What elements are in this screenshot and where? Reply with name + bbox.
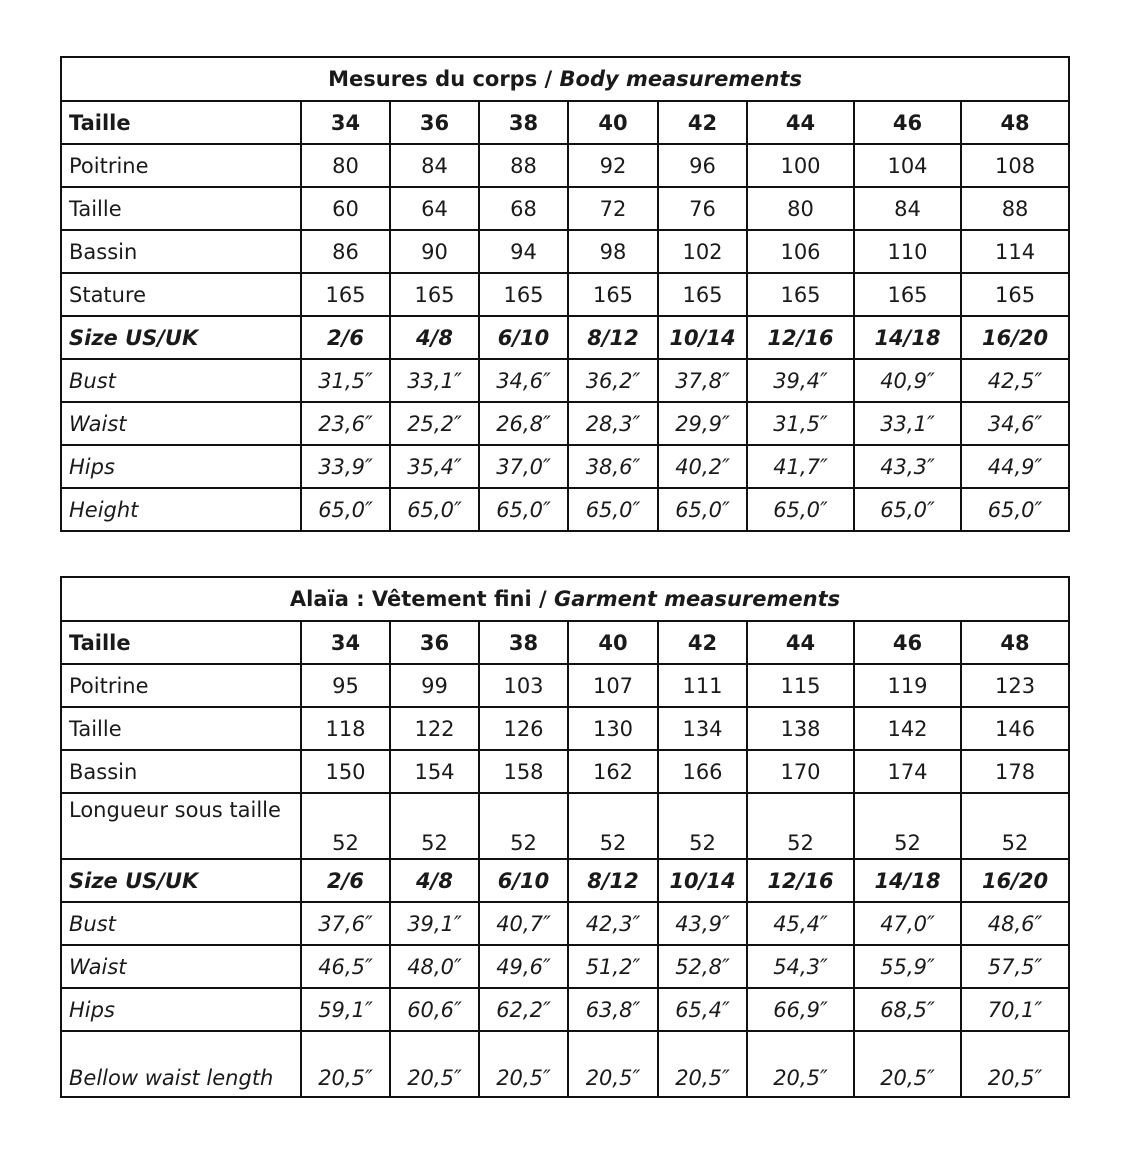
value-cell: 20,5″	[390, 1031, 479, 1097]
value-cell: 59,1″	[301, 988, 390, 1031]
us-size-row	[61, 859, 1069, 902]
value-cell: 25,2″	[390, 402, 479, 445]
row-label: Bassin	[61, 750, 301, 793]
value-cell: 63,8″	[568, 988, 658, 1031]
value-cell: 40,2″	[658, 445, 747, 488]
value-cell: 54,3″	[747, 945, 854, 988]
value-cell: 165	[747, 273, 854, 316]
table-row	[61, 707, 1069, 750]
value-cell: 107	[568, 664, 658, 707]
value-cell: 165	[568, 273, 658, 316]
value-cell: 65,0″	[390, 488, 479, 531]
value-cell: 95	[301, 664, 390, 707]
value-cell: 96	[658, 144, 747, 187]
value-cell: 51,2″	[568, 945, 658, 988]
size-header-row	[61, 621, 1069, 664]
value-cell: 20,5″	[568, 1031, 658, 1097]
value-cell: 70,1″	[961, 988, 1069, 1031]
size-cell: 12/16	[747, 316, 854, 359]
value-cell: 65,0″	[568, 488, 658, 531]
value-cell: 64	[390, 187, 479, 230]
size-cell: 40	[568, 621, 658, 664]
size-cell: 36	[390, 101, 479, 144]
row-label: Taille	[61, 187, 301, 230]
value-cell: 100	[747, 144, 854, 187]
value-cell: 31,5″	[747, 402, 854, 445]
value-cell: 88	[479, 144, 568, 187]
value-cell: 20,5″	[854, 1031, 961, 1097]
value-cell: 122	[390, 707, 479, 750]
value-cell: 42,3″	[568, 902, 658, 945]
table-row	[61, 664, 1069, 707]
size-cell: 6/10	[479, 859, 568, 902]
value-cell: 36,2″	[568, 359, 658, 402]
row-label: Size US/UK	[61, 316, 301, 359]
value-cell: 80	[301, 144, 390, 187]
size-cell: 34	[301, 621, 390, 664]
value-cell: 76	[658, 187, 747, 230]
value-cell: 80	[747, 187, 854, 230]
size-cell: 42	[658, 621, 747, 664]
value-cell: 20,5″	[747, 1031, 854, 1097]
value-cell: 42,5″	[961, 359, 1069, 402]
size-cell: 16/20	[961, 316, 1069, 359]
value-cell: 26,8″	[479, 402, 568, 445]
value-cell: 154	[390, 750, 479, 793]
value-cell: 52	[658, 793, 747, 859]
value-cell: 65,4″	[658, 988, 747, 1031]
size-cell: 10/14	[658, 316, 747, 359]
value-cell: 40,7″	[479, 902, 568, 945]
value-cell: 165	[961, 273, 1069, 316]
table-row	[61, 273, 1069, 316]
garment-measurements-table	[60, 576, 1070, 1098]
value-cell: 48,0″	[390, 945, 479, 988]
value-cell: 118	[301, 707, 390, 750]
value-cell: 52	[479, 793, 568, 859]
size-cell: 38	[479, 101, 568, 144]
value-cell: 34,6″	[479, 359, 568, 402]
size-cell: 36	[390, 621, 479, 664]
size-cell: 42	[658, 101, 747, 144]
value-cell: 150	[301, 750, 390, 793]
row-label: Waist	[61, 945, 301, 988]
value-cell: 43,3″	[854, 445, 961, 488]
value-cell: 134	[658, 707, 747, 750]
value-cell: 138	[747, 707, 854, 750]
value-cell: 68	[479, 187, 568, 230]
value-cell: 35,4″	[390, 445, 479, 488]
value-cell: 52,8″	[658, 945, 747, 988]
value-cell: 102	[658, 230, 747, 273]
value-cell: 33,1″	[390, 359, 479, 402]
row-label: Bassin	[61, 230, 301, 273]
value-cell: 119	[854, 664, 961, 707]
value-cell: 68,5″	[854, 988, 961, 1031]
value-cell: 20,5″	[479, 1031, 568, 1097]
value-cell: 165	[854, 273, 961, 316]
value-cell: 46,5″	[301, 945, 390, 988]
value-cell: 45,4″	[747, 902, 854, 945]
value-cell: 165	[658, 273, 747, 316]
size-cell: 44	[747, 101, 854, 144]
size-cell: 34	[301, 101, 390, 144]
row-label: Taille	[61, 707, 301, 750]
value-cell: 123	[961, 664, 1069, 707]
size-cell: 8/12	[568, 316, 658, 359]
value-cell: 130	[568, 707, 658, 750]
value-cell: 114	[961, 230, 1069, 273]
value-cell: 165	[301, 273, 390, 316]
row-label: Poitrine	[61, 144, 301, 187]
value-cell: 33,1″	[854, 402, 961, 445]
row-label: Taille	[61, 101, 301, 144]
value-cell: 146	[961, 707, 1069, 750]
table-row	[61, 750, 1069, 793]
table-row	[61, 945, 1069, 988]
table-row	[61, 1031, 1069, 1097]
table-row	[61, 359, 1069, 402]
value-cell: 86	[301, 230, 390, 273]
value-cell: 84	[854, 187, 961, 230]
value-cell: 165	[390, 273, 479, 316]
size-header-row	[61, 101, 1069, 144]
value-cell: 162	[568, 750, 658, 793]
value-cell: 60,6″	[390, 988, 479, 1031]
value-cell: 62,2″	[479, 988, 568, 1031]
row-label: Bust	[61, 359, 301, 402]
us-size-row	[61, 316, 1069, 359]
value-cell: 52	[301, 793, 390, 859]
value-cell: 65,0″	[301, 488, 390, 531]
size-cell: 14/18	[854, 859, 961, 902]
size-cell: 46	[854, 101, 961, 144]
value-cell: 23,6″	[301, 402, 390, 445]
value-cell: 142	[854, 707, 961, 750]
value-cell: 65,0″	[658, 488, 747, 531]
value-cell: 52	[961, 793, 1069, 859]
size-cell: 48	[961, 101, 1069, 144]
body-measurements-table	[60, 56, 1070, 532]
size-cell: 16/20	[961, 859, 1069, 902]
value-cell: 106	[747, 230, 854, 273]
value-cell: 99	[390, 664, 479, 707]
value-cell: 38,6″	[568, 445, 658, 488]
row-label: Longueur sous taille	[61, 793, 301, 859]
size-cell: 14/18	[854, 316, 961, 359]
value-cell: 47,0″	[854, 902, 961, 945]
size-cell: 38	[479, 621, 568, 664]
value-cell: 20,5″	[961, 1031, 1069, 1097]
value-cell: 103	[479, 664, 568, 707]
table-title: Alaïa : Vêtement fini / Garment measurements	[61, 577, 1069, 621]
value-cell: 65,0″	[479, 488, 568, 531]
value-cell: 52	[747, 793, 854, 859]
value-cell: 52	[854, 793, 961, 859]
value-cell: 37,0″	[479, 445, 568, 488]
value-cell: 65,0″	[747, 488, 854, 531]
value-cell: 174	[854, 750, 961, 793]
value-cell: 60	[301, 187, 390, 230]
row-label: Taille	[61, 621, 301, 664]
value-cell: 37,8″	[658, 359, 747, 402]
table-row	[61, 187, 1069, 230]
value-cell: 90	[390, 230, 479, 273]
row-label: Bust	[61, 902, 301, 945]
value-cell: 108	[961, 144, 1069, 187]
size-cell: 8/12	[568, 859, 658, 902]
value-cell: 65,0″	[961, 488, 1069, 531]
value-cell: 104	[854, 144, 961, 187]
row-label: Height	[61, 488, 301, 531]
size-cell: 40	[568, 101, 658, 144]
size-cell: 4/8	[390, 316, 479, 359]
size-cell: 2/6	[301, 316, 390, 359]
table-row	[61, 988, 1069, 1031]
size-cell: 46	[854, 621, 961, 664]
value-cell: 52	[568, 793, 658, 859]
value-cell: 57,5″	[961, 945, 1069, 988]
row-label: Waist	[61, 402, 301, 445]
row-label: Stature	[61, 273, 301, 316]
value-cell: 34,6″	[961, 402, 1069, 445]
value-cell: 37,6″	[301, 902, 390, 945]
table-row	[61, 402, 1069, 445]
row-label: Size US/UK	[61, 859, 301, 902]
value-cell: 29,9″	[658, 402, 747, 445]
value-cell: 20,5″	[301, 1031, 390, 1097]
value-cell: 92	[568, 144, 658, 187]
table-title: Mesures du corps / Body measurements	[61, 57, 1069, 101]
value-cell: 115	[747, 664, 854, 707]
row-label: Hips	[61, 988, 301, 1031]
value-cell: 110	[854, 230, 961, 273]
value-cell: 43,9″	[658, 902, 747, 945]
value-cell: 48,6″	[961, 902, 1069, 945]
table-row	[61, 144, 1069, 187]
value-cell: 44,9″	[961, 445, 1069, 488]
value-cell: 31,5″	[301, 359, 390, 402]
value-cell: 84	[390, 144, 479, 187]
table-row	[61, 445, 1069, 488]
table-row	[61, 902, 1069, 945]
value-cell: 98	[568, 230, 658, 273]
size-cell: 4/8	[390, 859, 479, 902]
value-cell: 20,5″	[658, 1031, 747, 1097]
value-cell: 165	[479, 273, 568, 316]
value-cell: 33,9″	[301, 445, 390, 488]
value-cell: 166	[658, 750, 747, 793]
value-cell: 41,7″	[747, 445, 854, 488]
value-cell: 55,9″	[854, 945, 961, 988]
value-cell: 170	[747, 750, 854, 793]
value-cell: 49,6″	[479, 945, 568, 988]
table-row	[61, 488, 1069, 531]
value-cell: 28,3″	[568, 402, 658, 445]
value-cell: 39,4″	[747, 359, 854, 402]
value-cell: 126	[479, 707, 568, 750]
value-cell: 65,0″	[854, 488, 961, 531]
row-label: Hips	[61, 445, 301, 488]
row-label: Bellow waist length	[61, 1031, 301, 1097]
value-cell: 72	[568, 187, 658, 230]
value-cell: 39,1″	[390, 902, 479, 945]
size-cell: 44	[747, 621, 854, 664]
value-cell: 158	[479, 750, 568, 793]
size-cell: 6/10	[479, 316, 568, 359]
value-cell: 94	[479, 230, 568, 273]
size-cell: 48	[961, 621, 1069, 664]
size-cell: 10/14	[658, 859, 747, 902]
value-cell: 66,9″	[747, 988, 854, 1031]
size-cell: 12/16	[747, 859, 854, 902]
table-row	[61, 793, 1069, 859]
value-cell: 52	[390, 793, 479, 859]
value-cell: 88	[961, 187, 1069, 230]
size-cell: 2/6	[301, 859, 390, 902]
row-label: Poitrine	[61, 664, 301, 707]
value-cell: 178	[961, 750, 1069, 793]
value-cell: 111	[658, 664, 747, 707]
table-row	[61, 230, 1069, 273]
value-cell: 40,9″	[854, 359, 961, 402]
